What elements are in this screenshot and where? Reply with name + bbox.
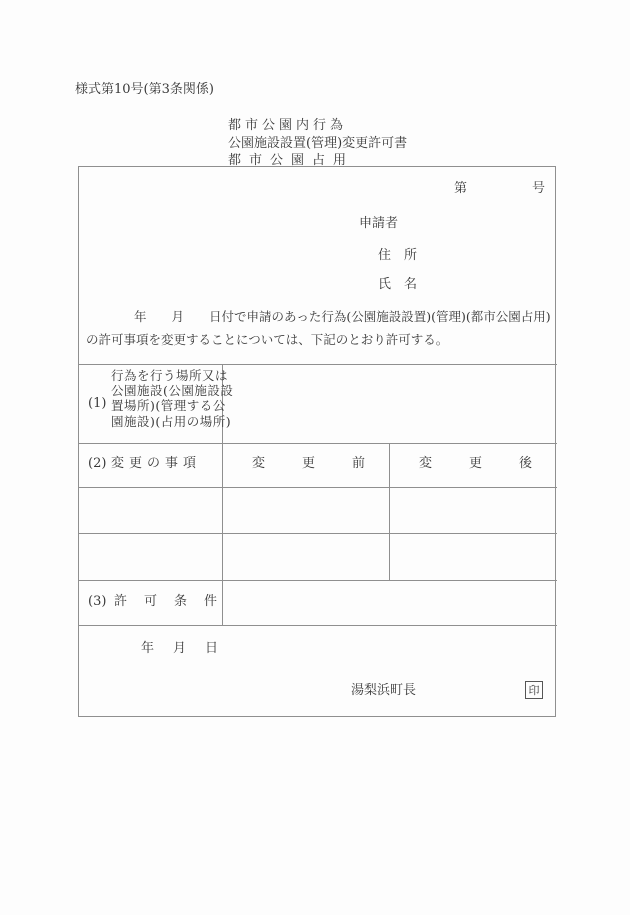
row1-value-cell	[223, 365, 557, 442]
body-line-1: 年 月 日付で申請のあった行為(公園施設設置)(管理)(都市公園占用)	[134, 309, 551, 324]
change-after-cell-1	[390, 488, 556, 532]
signer-title: 湯梨浜町長	[351, 683, 417, 698]
change-before-cell-2	[223, 534, 388, 579]
col-header-after: 変更後	[419, 456, 570, 471]
row1-label: 行為を行う場所又は公園施設(公園施設設置場所)(管理する公園施設)(占用の場所)	[111, 368, 234, 429]
permit-form-box	[78, 166, 570, 717]
address-label: 住所	[378, 248, 431, 263]
change-item-cell-2	[80, 534, 221, 579]
permit-conditions-cell	[223, 581, 557, 624]
seal-box	[525, 681, 543, 699]
doc-number-field: 第 号	[454, 181, 546, 196]
footer-date-line: 年 月 日	[141, 641, 222, 656]
change-before-cell-1	[223, 488, 388, 532]
title-line: 都市公園占用	[228, 153, 355, 168]
col-header-before: 変更前	[252, 456, 403, 471]
title-line: 都市公園内行為	[228, 118, 348, 133]
document-title	[228, 117, 407, 170]
applicant-label: 申請者	[359, 216, 399, 231]
row1-number: (1)	[88, 396, 107, 411]
title-line: 公園施設設置(管理)変更許可書	[228, 135, 408, 151]
seal-label: 印	[528, 683, 540, 697]
row3-label: 許可条件	[114, 594, 235, 609]
name-label: 氏名	[378, 277, 431, 292]
body-line-2: の許可事項を変更することについては、下記のとおり許可する。	[86, 332, 449, 347]
table-grid-line	[79, 443, 557, 444]
change-after-cell-2	[390, 534, 556, 579]
row2-label: 変更の事項	[111, 456, 202, 471]
row2-number: (2)	[88, 456, 107, 471]
row3-number: (3)	[88, 594, 107, 609]
change-item-cell-1	[80, 488, 221, 532]
table-grid-line	[79, 625, 557, 626]
form-number-label: 様式第10号(第3条関係)	[75, 82, 214, 97]
